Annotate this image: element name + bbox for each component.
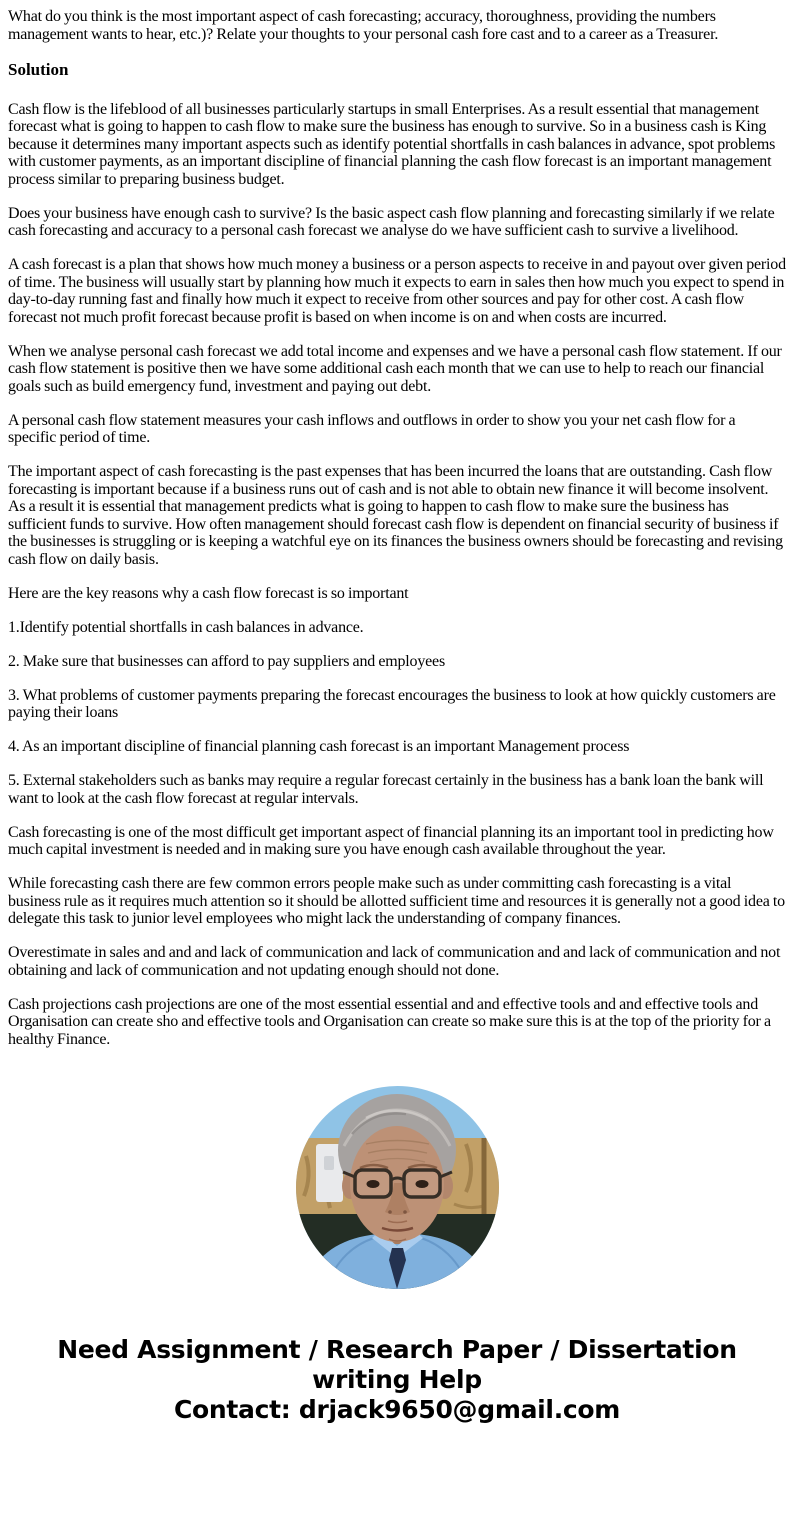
paragraph: Cash flow is the lifeblood of all businesses particularly startups in small Enterprises. As a result essential that management forecast what is going to happen to cash flow to make sure the business has enough to survive. So in a business cash is King because it determines many important aspects such as identify potential shortfalls in cash balances in advance, spot problems with customer payments, as an important discipline of financial planning the cash flow forecast is an important management process similar to preparing business budget.	[8, 100, 776, 188]
solution-heading: Solution	[8, 59, 69, 79]
paragraph: The important aspect of cash forecasting is the past expenses that has been incurred the loans that are outstanding. Cash flow forecasting is important because if a business runs out of cash and is not able to obtain new finance it will become insolvent. As a result it is essential that management predicts what is going to happen to cash flow to make sure the business has sufficient funds to survive. How often management should forecast cash flow is dependent on financial security of business if the businesses is struggling or is keeping a watchful eye on its finances the business owners should be forecasting and revising cash flow on daily basis.	[8, 463, 783, 568]
paragraph: When we analyse personal cash forecast we add total income and expenses and we have a personal cash flow statement. If our cash flow statement is positive then we have some additional cash each month that we can use to help to reach our financial goals such as build emergency fund, investment and paying out debt.	[8, 342, 782, 395]
paragraph: Overestimate in sales and and and lack of communication and lack of communication and and lack of communication and not obtaining and lack of communication and not updating enough should not done.	[8, 944, 781, 979]
paragraph: A cash forecast is a plan that shows how much money a business or a person aspects to receive in and payout over given period of time. The business will usually start by planning how much it expects to earn in sales then how much you expect to spend in day-to-day running fast and finally how much it expect to receive from other sources and pay for other cost. A cash flow forecast not much profit forecast because profit is based on when income is on and when costs are incurred.	[8, 256, 786, 326]
list-item-5: 5. External stakeholders such as banks may require a regular forecast certainly in the business has a bank loan the bank will want to look at the cash flow forecast at regular intervals.	[8, 772, 764, 807]
list-item-3: 3. What problems of customer payments preparing the forecast encourages the business to look at how quickly customers are paying their loans	[8, 686, 776, 721]
list-item-4: 4. As an important discipline of financial planning cash forecast is an important Management process	[8, 738, 630, 755]
list-item-1: 1.Identify potential shortfalls in cash balances in advance.	[8, 618, 364, 636]
author-avatar	[8, 1086, 786, 1289]
question-text: What do you think is the most important aspect of cash forecasting; accuracy, thoroughness, providing the numbers management wants to hear, etc.)? Relate your thoughts to your personal cash fore cast and to a career as a Treasurer.	[8, 8, 719, 43]
list-item-2: 2. Make sure that businesses can afford to pay suppliers and employees	[8, 652, 445, 670]
list-intro: Here are the key reasons why a cash flow forecast is so important	[8, 584, 409, 602]
paragraph: Cash projections cash projections are one of the most essential essential and and effective tools and and effective tools and Organisation can create sho and effective tools and Organisation can create so make sure this is at the top of the priority for a healthy Finance.	[8, 995, 771, 1048]
paragraph: Does your business have enough cash to survive? Is the basic aspect cash flow planning and forecasting similarly if we relate cash forecasting and accuracy to a personal cash forecast we analyse do we have sufficient cash to survive a livelihood.	[8, 204, 775, 239]
paragraph: Cash forecasting is one of the most difficult get important aspect of financial planning its an important tool in predicting how much capital investment is needed and in making sure you have enough cash available throughout the year.	[8, 823, 774, 858]
footer	[8, 1335, 786, 1425]
footer-contact-email: Contact: drjack9650@gmail.com	[173, 1395, 621, 1424]
paragraph: While forecasting cash there are few common errors people make such as under committing cash forecasting is a vital business rule as it requires much attention so it should be allotted sufficient time and resources it is generally not a good idea to delegate this task to junior level employees who might lack the understanding of company finances.	[8, 875, 785, 927]
portrait-photo-icon	[296, 1086, 499, 1289]
footer-help-heading: Need Assignment / Research Paper / Dissertation writing Help	[57, 1335, 737, 1394]
paragraph: A personal cash flow statement measures your cash inflows and outflows in order to show you your net cash flow for a specific period of time.	[8, 411, 736, 446]
